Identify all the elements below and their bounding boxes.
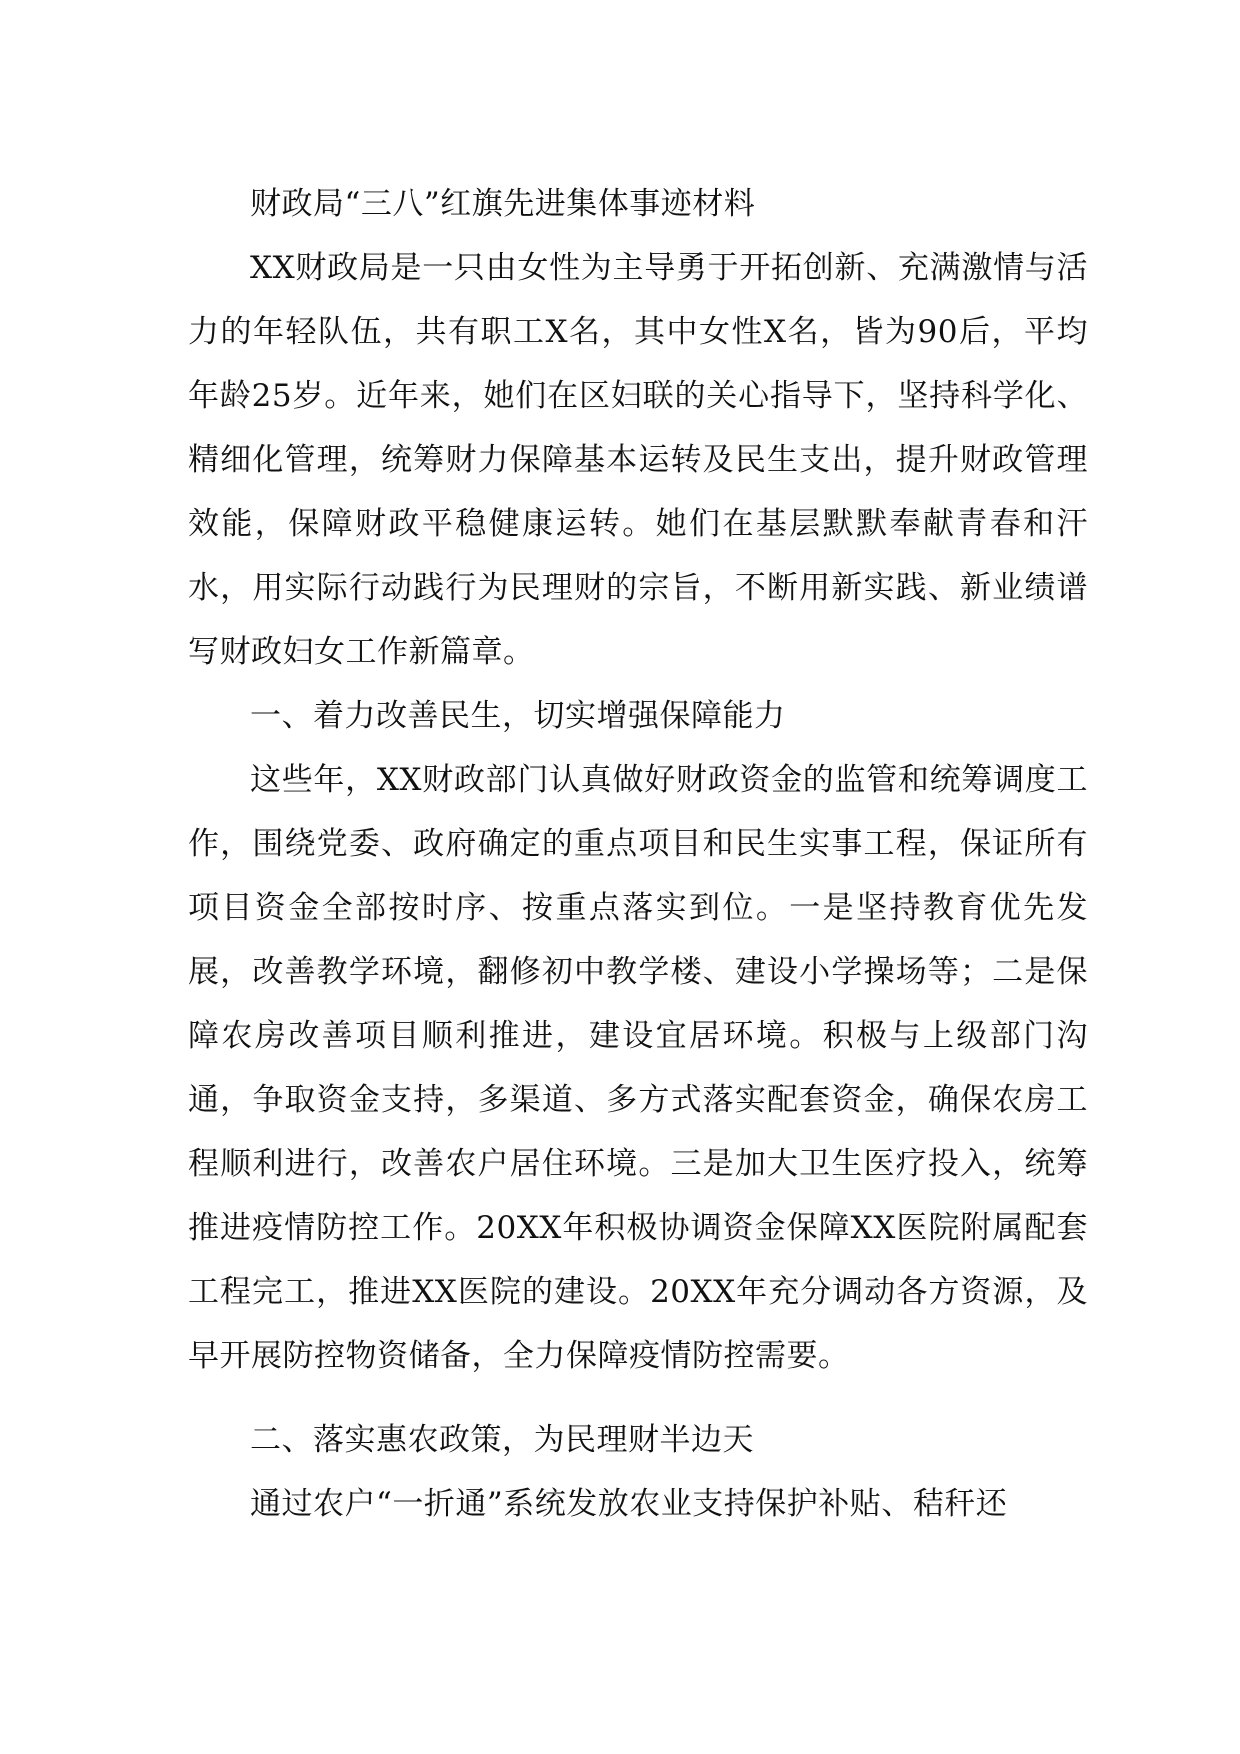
section-spacer [188, 1388, 1088, 1408]
section-1-paragraph: 这些年，XX财政部门认真做好财政资金的监管和统筹调度工作，围绕党委、政府确定的重点项目和民生实事工程，保证所有项目资金全部按时序、按重点落实到位。一是坚持教育优先发展，改善教学环境，翻修初中教学楼、建设小学操场等；二是保障农房改善项目顺利推进，建设宜居环境。积极与上级部门沟通，争取资金支持，多渠道、多方式落实配套资金，确保农房工程顺利进行，改善农户居住环境。三是加大卫生医疗投入，统筹推进疫情防控工作。20XX年积极协调资金保障XX医院附属配套工程完工，推进XX医院的建设。20XX年充分调动各方资源，及早开展防控物资储备，全力保障疫情防控需要。 [188, 762, 1088, 1374]
intro-paragraph: XX财政局是一只由女性为主导勇于开拓创新、充满激情与活力的年轻队伍，共有职工X名，其中女性X名，皆为90后，平均年龄25岁。近年来，她们在区妇联的关心指导下，坚持科学化、精细化管理，统筹财力保障基本运转及民生支出，提升财政管理效能，保障财政平稳健康运转。她们在基层默默奉献青春和汗水，用实际行动践行为民理财的宗旨，不断用新实践、新业绩谱写财政妇女工作新篇章。 [188, 250, 1088, 670]
document-title: 财政局“三八”红旗先进集体事迹材料 [250, 186, 756, 222]
section-2-paragraph: 通过农户“一折通”系统发放农业支持保护补贴、秸秆还 [250, 1486, 1008, 1522]
document-body [188, 172, 1088, 1536]
section-2-heading: 二、落实惠农政策，为民理财半边天 [250, 1422, 754, 1458]
section-1-heading: 一、着力改善民生，切实增强保障能力 [250, 698, 786, 734]
